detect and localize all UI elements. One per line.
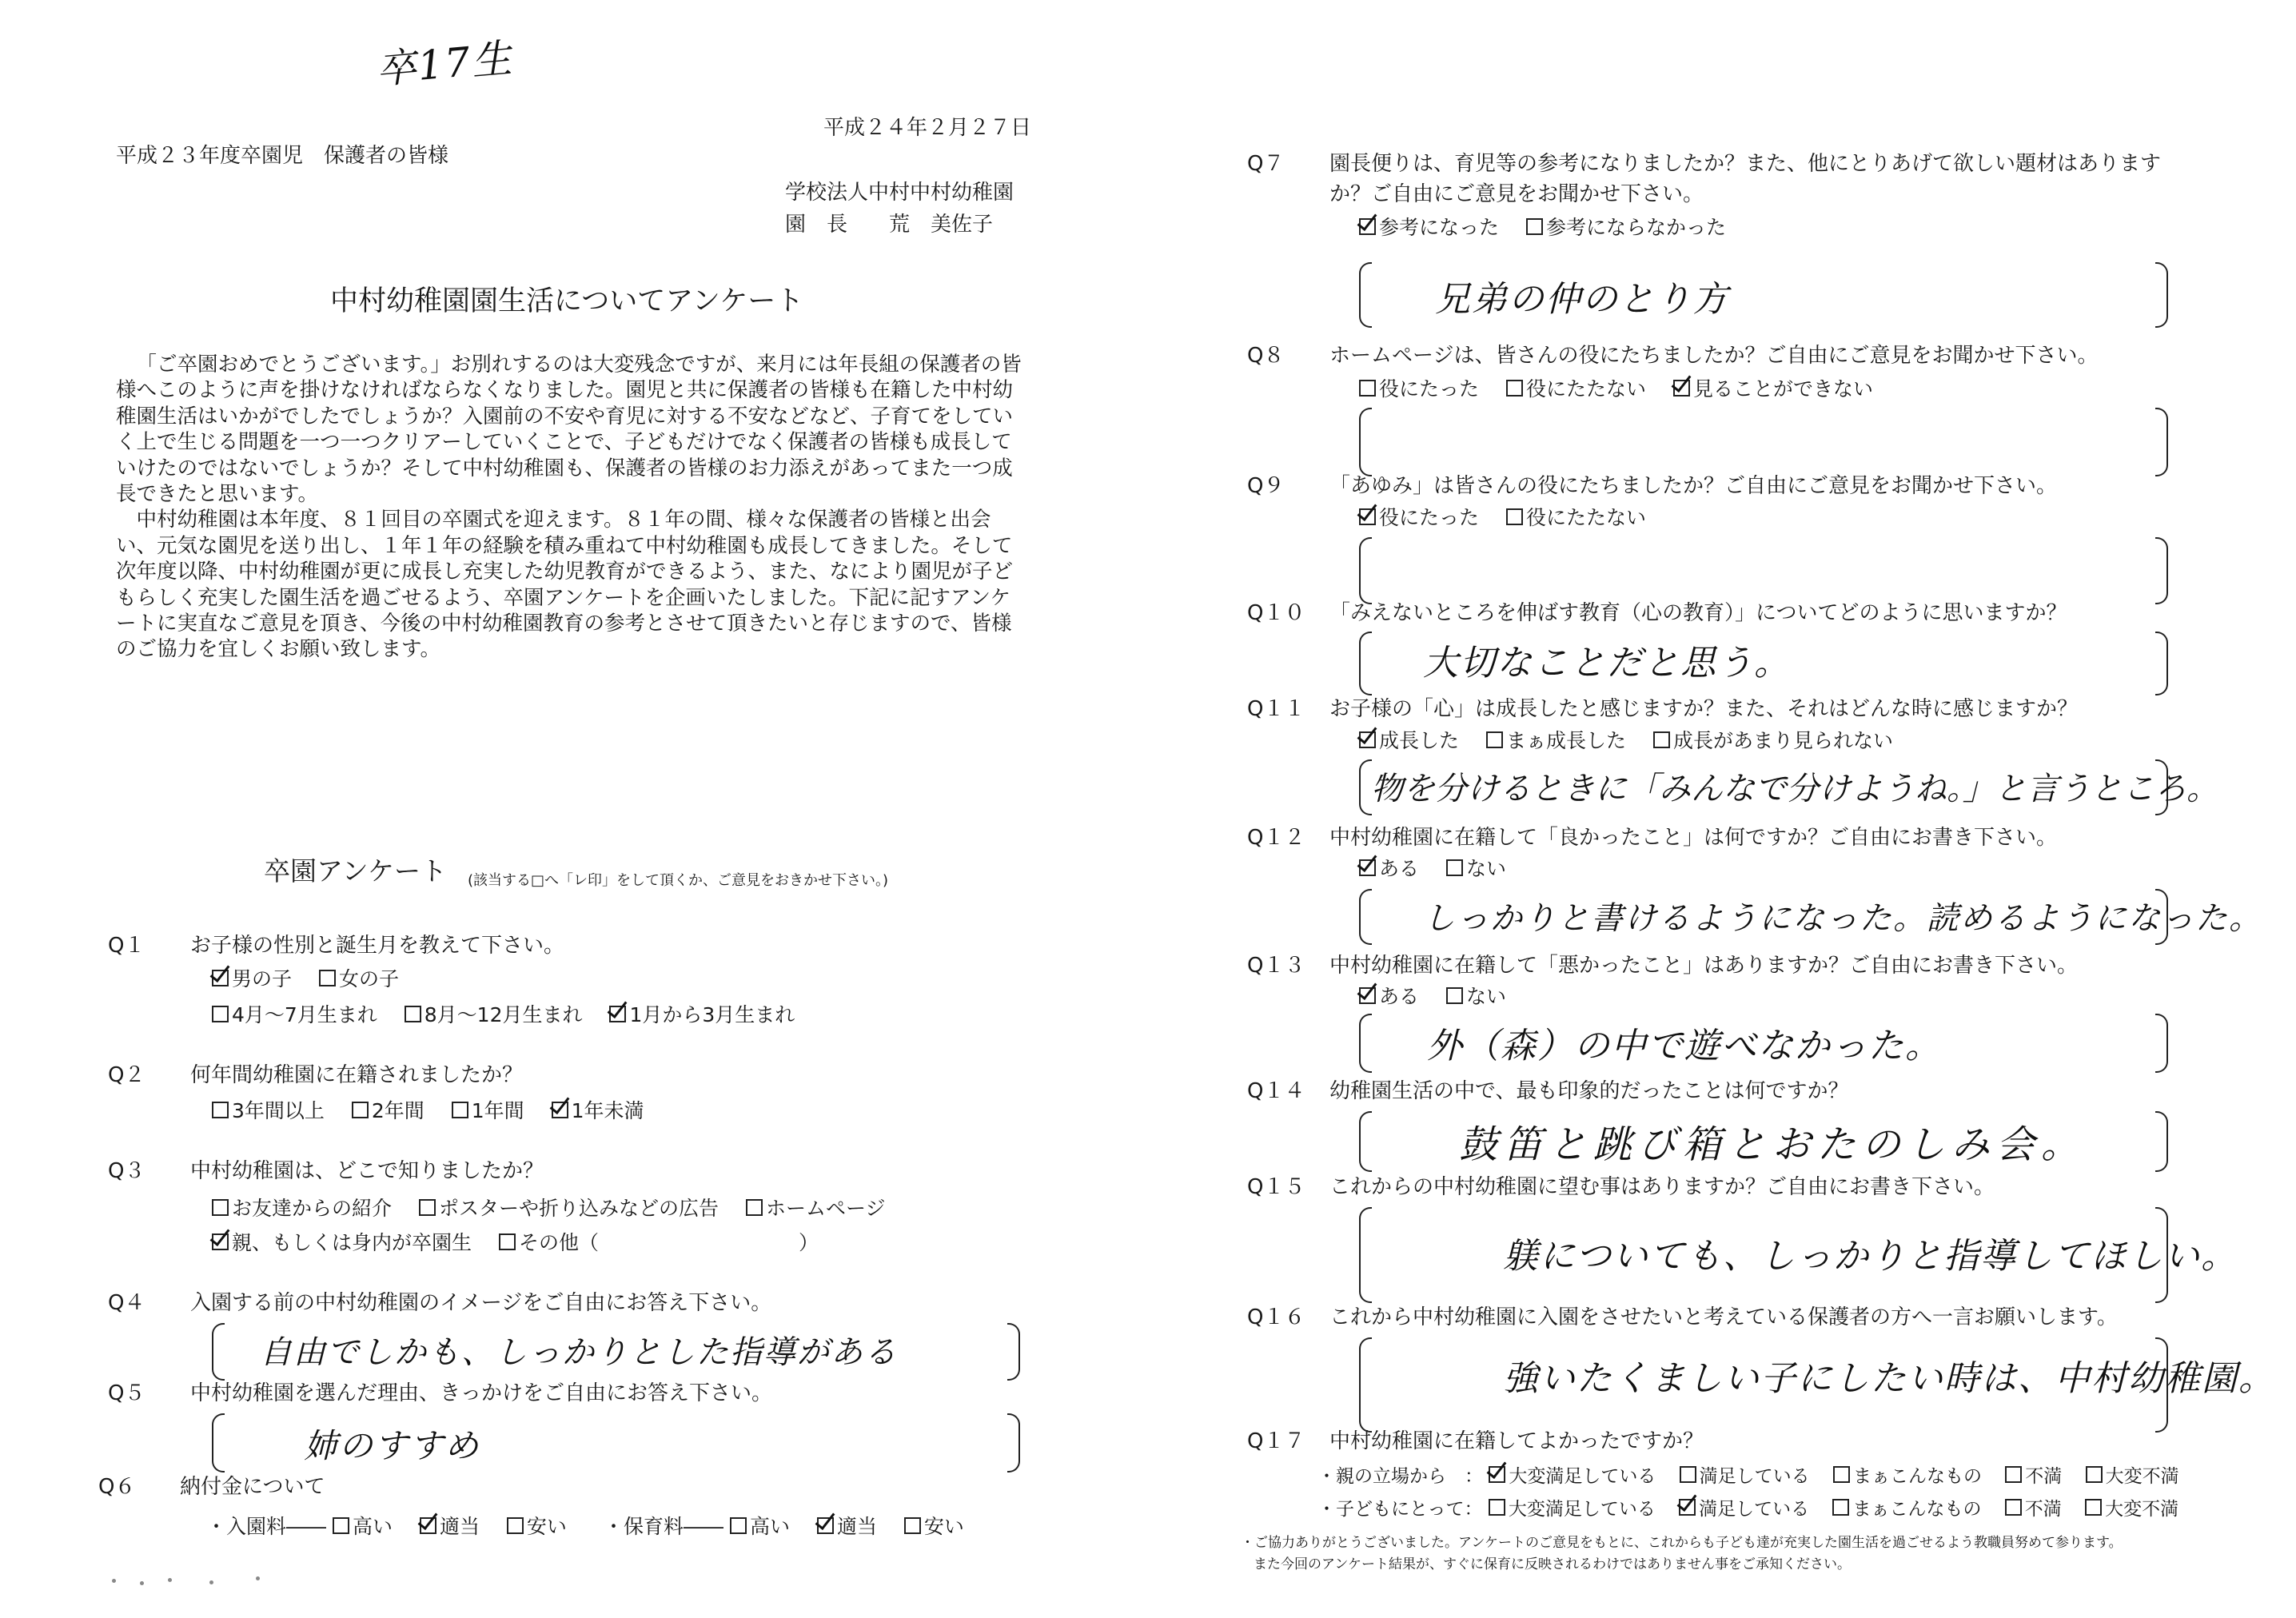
q11-option-grew[interactable]: 成長した [1359,729,1459,753]
q3-options-row2 [212,1231,839,1255]
q3-option-other[interactable]: その他（ ） [499,1231,819,1255]
q14-number: Q１４ [1247,1079,1305,1103]
q17-child-very-satisfied[interactable]: 大変満足している [1489,1497,1656,1521]
q2-options [212,1099,664,1123]
q2-number: Q２ [108,1063,145,1087]
q7-text-line2: か？ご自由にご意見をお聞かせ下さい。 [1329,182,1704,206]
q12-option-yes[interactable]: ある [1359,857,1419,881]
intro-paragraph-1: 「ご卒園おめでとうございます。」お別れするのは大変残念ですが、来月には年長組の保護者の皆様へこのように声を掛けなければならなくなりました。園児と共に保護者の皆様も在籍した中村幼稚園生活はいかがでしたでしょうか？入園前の不安や育児に対する不安などなど、子育てをしていく上で生じる問題を一つ一つクリアーしていくことで、子どもだけでなく保護者の皆様も成長していけたのではないでしょうか？そして中村幼稚園も、保護者の皆様のお力添えがあってまた一つ成長できたと思います。 [116,353,1022,507]
q6-number: Q６ [98,1475,136,1499]
q7-answer[interactable]: 兄弟の仲のとり方 [1435,279,1729,320]
q11-number: Q１１ [1247,697,1305,721]
q8-bracket-left [1359,408,1372,476]
q13-text: 中村幼稚園に在籍して「悪かったこと」はありますか？ご自由にお書き下さい。 [1329,954,2079,978]
q7-number: Q７ [1247,152,1285,176]
checkbox[interactable] [1680,1466,1696,1483]
q10-bracket-right [2155,632,2168,695]
q1-option-girl[interactable]: 女の子 [319,967,399,991]
checkbox[interactable] [507,1517,524,1534]
q17-parent-label: ・親の立場から ： [1317,1466,1483,1487]
q13-bracket-left [1359,1014,1372,1073]
checkbox[interactable] [419,1199,436,1216]
q10-answer[interactable]: 大切なことだと思う。 [1423,643,1791,683]
q17-parent-very-satisfied[interactable]: 大変満足している [1489,1465,1656,1488]
q14-bracket-right [2155,1111,2168,1172]
q2-option-1yr[interactable]: 1年間 [452,1099,524,1123]
checkbox[interactable] [1359,731,1376,748]
q6-admission-low[interactable]: 安い [507,1515,567,1539]
q17-child-very-dissatisfied[interactable]: 大変不満 [2085,1497,2178,1521]
q12-number: Q１２ [1247,826,1305,850]
q17-child-label: ・子どもにとって： [1317,1499,1483,1520]
q12-bracket-left [1359,889,1372,945]
intro-paragraph-2: 中村幼稚園は本年度、８１回目の卒園式を迎えます。８１年の間、様々な保護者の皆様と出会い、元気な園児を送り出し、１年１年の経験を積み重ねて中村幼稚園も成長してきました。そして次年度以降、中村幼稚園が更に成長し充実した幼児教育ができるよう、また、なにより園児が子どもらしく充実した園生活を過ごせるよう、卒園アンケートを企画いたしました。下記に記すアンケートに実直なご意見を頂き、今後の中村幼稚園教育の参考とさせて頂きたいと存じますので、皆様のご協力を宜しくお願い致します。 [116,508,1014,662]
q16-answer[interactable]: 強いたくましい子にしたい時は、中村幼稚園。 [1503,1358,2275,1399]
q9-text: 「あゆみ」は皆さんの役にたちましたか？ご自由にご意見をお聞かせ下さい。 [1329,474,2058,498]
q17-text: 中村幼稚園に在籍してよかったですか？ [1329,1429,1704,1453]
q4-bracket-left [212,1323,225,1381]
checkbox[interactable] [352,1102,369,1118]
q17-child-satisfied[interactable]: 満足している [1679,1497,1809,1521]
q17-parent-row [1317,1465,2179,1488]
q13-option-yes[interactable]: ある [1359,985,1419,1009]
checkbox[interactable] [212,1102,229,1118]
q13-option-no[interactable]: ない [1446,985,1506,1009]
q11-option-little[interactable]: 成長があまり見られない [1653,729,1893,753]
checkbox[interactable] [1486,731,1503,748]
q17-number: Q１７ [1247,1429,1305,1453]
checkbox[interactable] [1359,380,1376,397]
q3-option-friend[interactable]: お友達からの紹介 [212,1197,392,1221]
q14-bracket-left [1359,1111,1372,1172]
q3-options-row1 [212,1197,906,1221]
q14-answer[interactable]: 鼓笛と跳び箱とおたのしみ会。 [1459,1122,2087,1167]
q7-text-line1: 園長便りは、育児等の参考になりましたか？また、他にとりあげて欲しい題材はあります [1329,152,2162,176]
q2-option-2yr[interactable]: 2年間 [352,1099,425,1123]
q16-bracket-left [1359,1337,1372,1433]
q1-option-jan-mar[interactable]: 1月から3月生まれ [609,1003,795,1027]
q12-answer[interactable]: しっかりと書けるようになった。読めるようになった。 [1423,900,2262,937]
school-name: 学校法人中村中村幼稚園 [785,181,1014,205]
q12-option-no[interactable]: ない [1446,857,1506,881]
q3-number: Q３ [108,1159,145,1183]
q17-child-dissatisfied[interactable]: 不満 [2005,1497,2062,1521]
checkbox[interactable] [1506,380,1523,397]
q12-text: 中村幼稚園に在籍して「良かったこと」は何ですか？ご自由にお書き下さい。 [1329,826,2058,850]
q1-gender-options [212,967,420,991]
q17-parent-so-so[interactable]: まぁこんなもの [1833,1465,1982,1488]
scan-speck [256,1576,260,1580]
survey-title: 卒園アンケート [264,855,448,887]
q5-number: Q５ [108,1381,145,1405]
checkbox[interactable] [1359,859,1376,876]
intro-text [116,352,1027,663]
checkbox[interactable] [746,1199,763,1216]
checkbox[interactable] [1446,859,1463,876]
q1-number: Q１ [108,934,145,958]
checkbox[interactable] [1359,508,1376,525]
q15-answer[interactable]: 躾についても、しっかりと指導してほしい。 [1503,1236,2238,1277]
q7-bracket-left [1359,262,1372,328]
q7-option-helpful[interactable]: 参考になった [1359,216,1499,240]
q6-admission-label: ・入園料―― [206,1515,327,1538]
checkbox[interactable] [2085,1499,2102,1516]
q8-option-cannot-view[interactable]: 見ることができない [1673,377,1873,401]
handwritten-stamp: 卒17生 [374,34,516,94]
checkbox[interactable] [212,1233,229,1250]
q17-child-row [1317,1497,2178,1521]
q4-answer[interactable]: 自由でしかも、しっかりとした指導がある [260,1334,898,1371]
q7-option-not-helpful[interactable]: 参考にならなかった [1526,216,1726,240]
q4-number: Q４ [108,1291,145,1315]
q17-parent-satisfied[interactable]: 満足している [1680,1465,1810,1488]
q11-answer[interactable]: 物を分けるときに「みんなで分けようね。」と言うところ。 [1371,771,2218,807]
q13-number: Q１３ [1247,954,1305,978]
checkbox[interactable] [319,970,336,986]
checkbox[interactable] [1833,1466,1850,1483]
checkbox[interactable] [730,1517,747,1534]
q10-number: Q１０ [1247,601,1305,625]
q6-admission-fair[interactable]: 適当 [420,1515,480,1539]
q7-options [1359,216,1747,240]
checkbox[interactable] [1506,508,1523,525]
checkbox[interactable] [333,1517,349,1534]
q11-options [1359,729,1914,753]
q15-bracket-left [1359,1207,1372,1303]
checkbox[interactable] [1673,380,1690,397]
principal-name: 園 長 荒 美佐子 [785,213,994,237]
q4-text: 入園する前の中村幼稚園のイメージをご自由にお答え下さい。 [190,1291,772,1315]
q1-month-options [212,1003,815,1027]
checkbox[interactable] [212,1199,229,1216]
q11-text: お子様の「心」は成長したと感じますか？また、それはどんな時に感じますか？ [1329,697,2079,721]
checkbox[interactable] [1446,987,1463,1004]
q13-answer[interactable]: 外（森）の中で遊べなかった。 [1427,1026,1942,1066]
q6-tuition-low[interactable]: 安い [904,1515,964,1539]
q6-admission-high[interactable]: 高い [333,1515,393,1539]
checkbox[interactable] [1679,1499,1696,1516]
q9-bracket-left [1359,537,1372,604]
q5-bracket-right [1007,1413,1020,1473]
q5-text: 中村幼稚園を選んだ理由、きっかけをご自由にお答え下さい。 [190,1381,773,1405]
checkbox[interactable] [499,1233,516,1250]
q4-bracket-right [1007,1323,1020,1381]
recipient-line: 平成２３年度卒園児 保護者の皆様 [116,144,449,168]
q3-option-poster[interactable]: ポスターや折り込みなどの広告 [419,1197,719,1221]
checkbox[interactable] [609,1006,626,1022]
checkbox[interactable] [1526,218,1543,235]
checkbox[interactable] [1359,987,1376,1004]
q17-parent-very-dissatisfied[interactable]: 大変不満 [2086,1465,2179,1488]
checkbox[interactable] [1832,1499,1849,1516]
q5-bracket-left [212,1413,225,1473]
page-title: 中村幼稚園園生活についてアンケート [330,285,804,317]
checkbox[interactable] [1489,1466,1505,1483]
footer-note: また今回のアンケート結果が、すぐに保育に反映されるわけではありません事をご承知ください。 [1254,1556,1851,1572]
q8-text: ホームページは、皆さんの役にたちましたか？ご自由にご意見をお聞かせ下さい。 [1329,344,2099,368]
q9-bracket-right [2155,537,2168,604]
q15-text: これからの中村幼稚園に望む事はありますか？ご自由にお書き下さい。 [1329,1175,1995,1199]
q8-option-useful[interactable]: 役にたった [1359,377,1479,401]
q2-text: 何年間幼稚園に在籍されましたか？ [190,1063,524,1087]
scan-speck [209,1580,213,1584]
checkbox[interactable] [405,1006,421,1022]
q9-option-not-useful[interactable]: 役にたたない [1506,506,1646,530]
footer-thanks: ・ご協力ありがとうございました。アンケートのご意見をもとに、これからも子ども達が充実した園生活を過ごせるよう教職員努めて参ります。 [1241,1535,2123,1551]
q6-admission-row [206,1515,588,1539]
checkbox[interactable] [212,970,229,986]
checkbox[interactable] [1359,218,1376,235]
q3-option-homepage[interactable]: ホームページ [746,1197,886,1221]
q10-bracket-left [1359,632,1372,695]
q5-answer[interactable]: 姉のすすめ [304,1426,480,1465]
scan-speck [112,1579,116,1583]
checkbox[interactable] [1653,731,1670,748]
q6-tuition-fair[interactable]: 適当 [817,1515,877,1539]
q6-tuition-label: ・保育料―― [604,1515,724,1538]
q6-tuition-row [604,1515,985,1539]
q8-bracket-right [2155,408,2168,476]
q1-text: お子様の性別と誕生月を教えて下さい。 [190,934,565,958]
q11-bracket-left [1359,759,1372,815]
q14-text: 幼稚園生活の中で、最も印象的だったことは何ですか？ [1329,1079,1849,1103]
survey-note: (該当する□へ「レ印」をして頂くか、ご意見をおきかせ下さい。) [468,872,889,889]
q13-bracket-right [2155,1014,2168,1073]
q2-option-3yr[interactable]: 3年間以上 [212,1099,325,1123]
checkbox[interactable] [2086,1466,2103,1483]
q16-number: Q１６ [1247,1305,1305,1329]
q15-number: Q１５ [1247,1175,1305,1199]
q8-options [1359,377,1894,401]
checkbox[interactable] [452,1102,468,1118]
checkbox[interactable] [904,1517,921,1534]
q11-option-somewhat[interactable]: まぁ成長した [1486,729,1626,753]
q1-option-aug-dec[interactable]: 8月～12月生まれ [405,1003,583,1027]
document-date: 平成２４年２月２７日 [823,116,1032,140]
checkbox[interactable] [212,1006,229,1022]
q2-option-under1yr[interactable]: 1年未満 [552,1099,644,1123]
q17-child-so-so[interactable]: まぁこんなもの [1832,1497,1981,1521]
q1-option-apr-jul[interactable]: 4月～7月生まれ [212,1003,377,1027]
q3-option-alumni[interactable]: 親、もしくは身内が卒園生 [212,1231,472,1255]
scan-speck [140,1581,144,1585]
scan-speck [168,1578,172,1582]
checkbox[interactable] [817,1517,834,1534]
q6-tuition-high[interactable]: 高い [730,1515,790,1539]
q16-text: これから中村幼稚園に入園をさせたいと考えている保護者の方へ一言お願いします。 [1329,1305,2118,1329]
q3-text: 中村幼稚園は、どこで知りましたか？ [190,1159,544,1183]
checkbox[interactable] [420,1517,436,1534]
q1-option-boy[interactable]: 男の子 [212,967,292,991]
q6-text: 納付金について [180,1475,325,1499]
q9-options [1359,506,1667,530]
checkbox[interactable] [552,1102,568,1118]
checkbox[interactable] [1489,1499,1505,1516]
q8-option-not-useful[interactable]: 役にたたない [1506,377,1646,401]
q10-text: 「みえないところを伸ばす教育（心の教育）」についてどのように思いますか？ [1329,601,2067,625]
q9-option-useful[interactable]: 役にたった [1359,506,1479,530]
checkbox[interactable] [2005,1499,2022,1516]
q7-bracket-right [2155,262,2168,328]
q17-parent-dissatisfied[interactable]: 不満 [2005,1465,2062,1488]
checkbox[interactable] [2005,1466,2022,1483]
q12-options [1359,857,1527,881]
q9-number: Q９ [1247,474,1285,498]
q13-options [1359,985,1527,1009]
q8-number: Q８ [1247,344,1285,368]
